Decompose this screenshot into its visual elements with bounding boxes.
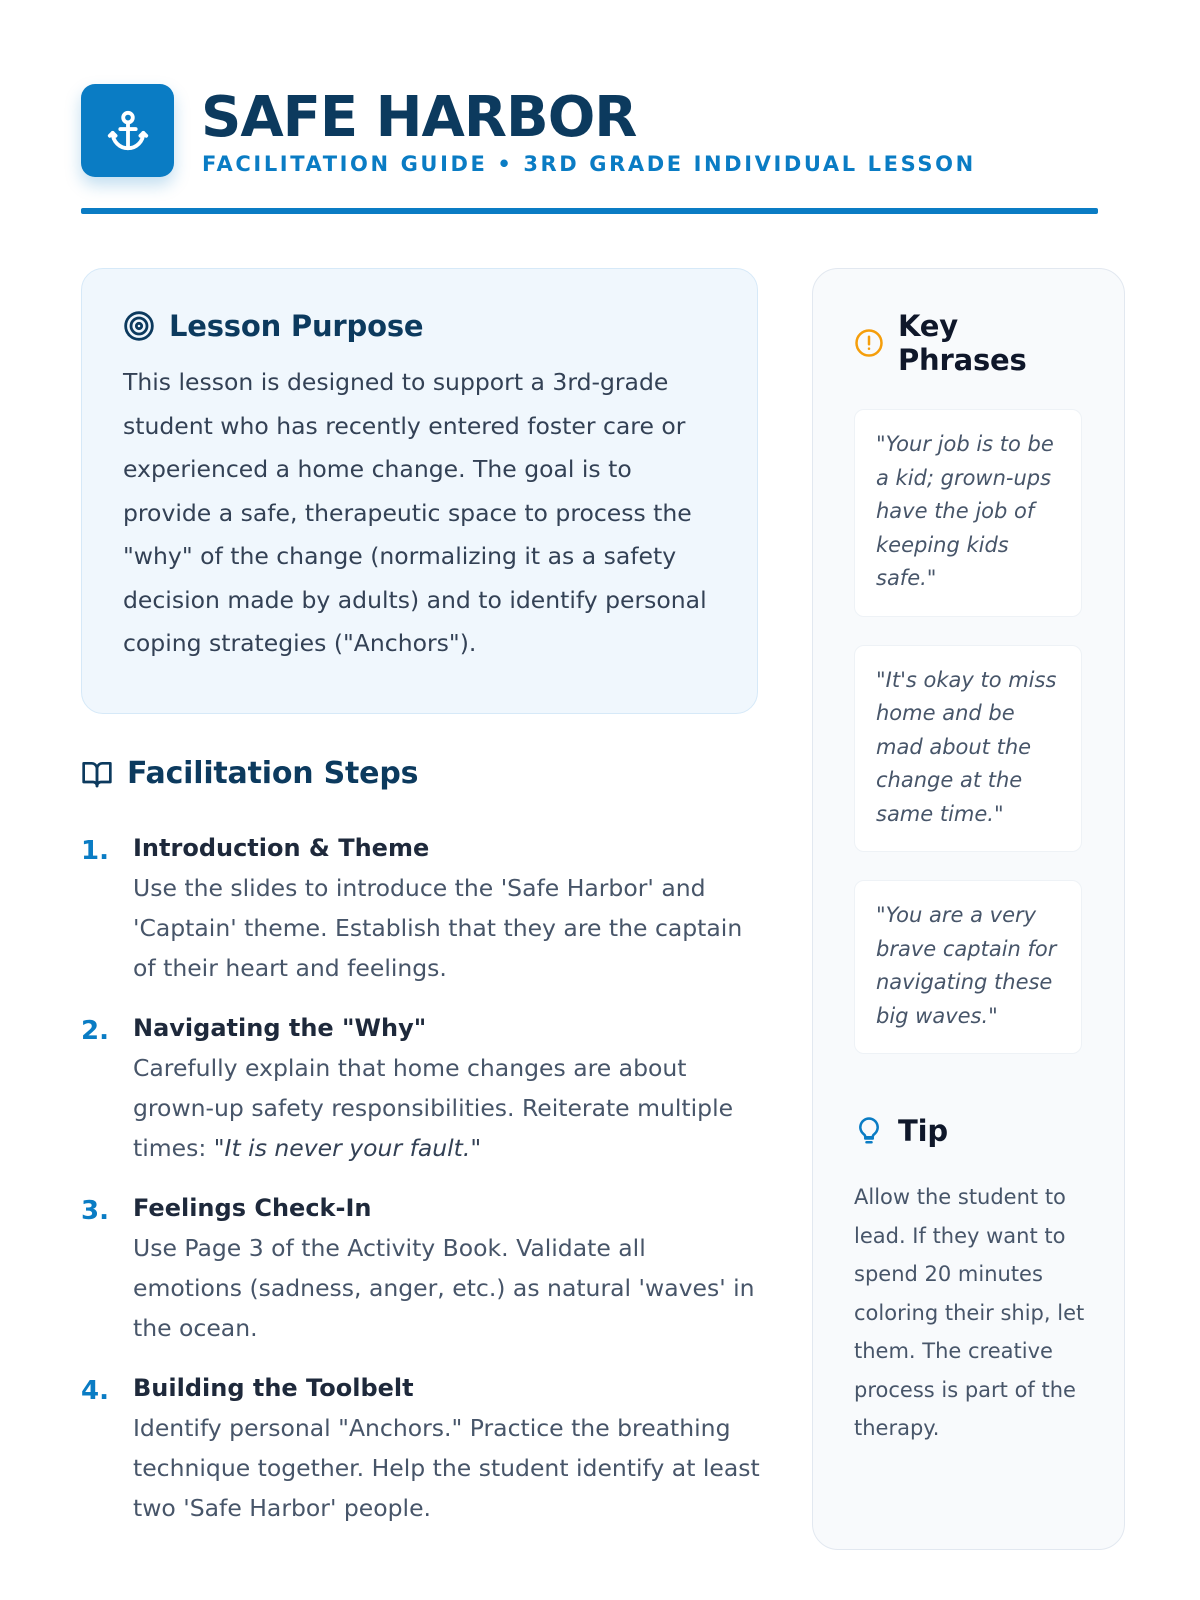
step-item: [81, 1372, 761, 1528]
facilitation-steps-heading: Facilitation Steps: [127, 756, 419, 791]
step-description: Use Page 3 of the Activity Book. Validate all emotions (sadness, anger, etc.) as natural 'waves' in the ocean.: [133, 1234, 755, 1342]
page-subtitle: FACILITATION GUIDE • 3RD GRADE INDIVIDUAL LESSON: [202, 152, 976, 176]
step-description: [133, 1048, 761, 1168]
step-emphasis: "It is never your fault.": [213, 1134, 482, 1162]
lesson-purpose-card: [81, 268, 758, 714]
key-phrase-card: "It's okay to miss home and be mad about the change at the same time.": [854, 645, 1082, 853]
sidebar: [812, 268, 1125, 1550]
key-phrases-heading: Key Phrases: [898, 309, 1027, 377]
lightbulb-icon: [854, 1115, 884, 1147]
step-item: [81, 832, 761, 988]
step-title: Building the Toolbelt: [133, 1374, 414, 1402]
step-title: Introduction & Theme: [133, 834, 430, 862]
lesson-purpose-heading: Lesson Purpose: [169, 309, 424, 343]
facilitation-steps-header: [81, 756, 418, 791]
tip-text: Allow the student to lead. If they want to spend 20 minutes coloring their ship, let them. The creative process is part of the therapy.: [854, 1185, 1085, 1440]
step-number: 4.: [81, 1376, 109, 1406]
step-item: [81, 1192, 761, 1348]
step-description: Identify personal "Anchors." Practice the breathing technique together. Help the student identify at least two 'Safe Harbor' people.: [133, 1414, 760, 1522]
step-title: Navigating the "Why": [133, 1014, 427, 1042]
anchor-icon: [105, 108, 151, 154]
tip-heading: Tip: [898, 1114, 948, 1148]
book-open-icon: [81, 758, 113, 790]
key-phrase-card: "You are a very brave captain for navigating these big waves.": [854, 880, 1082, 1054]
step-item: [81, 1012, 761, 1168]
step-number: 2.: [81, 1016, 109, 1046]
step-description-text: Carefully explain that home changes are about grown-up safety responsibilities. Reiterate multiple times:: [133, 1054, 734, 1162]
step-title: Feelings Check-In: [133, 1194, 372, 1222]
header-divider: [81, 208, 1098, 214]
header: [81, 84, 1098, 216]
facilitation-steps-list: [81, 832, 761, 1552]
step-number: 3.: [81, 1196, 109, 1226]
lesson-purpose-text: This lesson is designed to support a 3rd-grade student who has recently entered foster care or experienced a home change. The goal is to provide a safe, therapeutic space to process the "why" of the change (normalizing it as a safety decision made by adults) and to identify personal coping strategies ("Anchors").: [123, 368, 707, 657]
key-phrases-header: [854, 309, 1084, 377]
page-title: SAFE HARBOR: [201, 85, 637, 150]
step-number: 1.: [81, 836, 109, 866]
logo-badge: [81, 84, 174, 177]
step-description: Use the slides to introduce the 'Safe Harbor' and 'Captain' theme. Establish that they are the captain of their heart and feelings.: [133, 874, 743, 982]
tip-header: [854, 1114, 1084, 1148]
target-icon: [123, 310, 155, 342]
lesson-purpose-header: [123, 309, 717, 343]
key-phrase-card: "Your job is to be a kid; grown-ups have the job of keeping kids safe.": [854, 409, 1082, 617]
alert-circle-icon: [854, 327, 884, 359]
